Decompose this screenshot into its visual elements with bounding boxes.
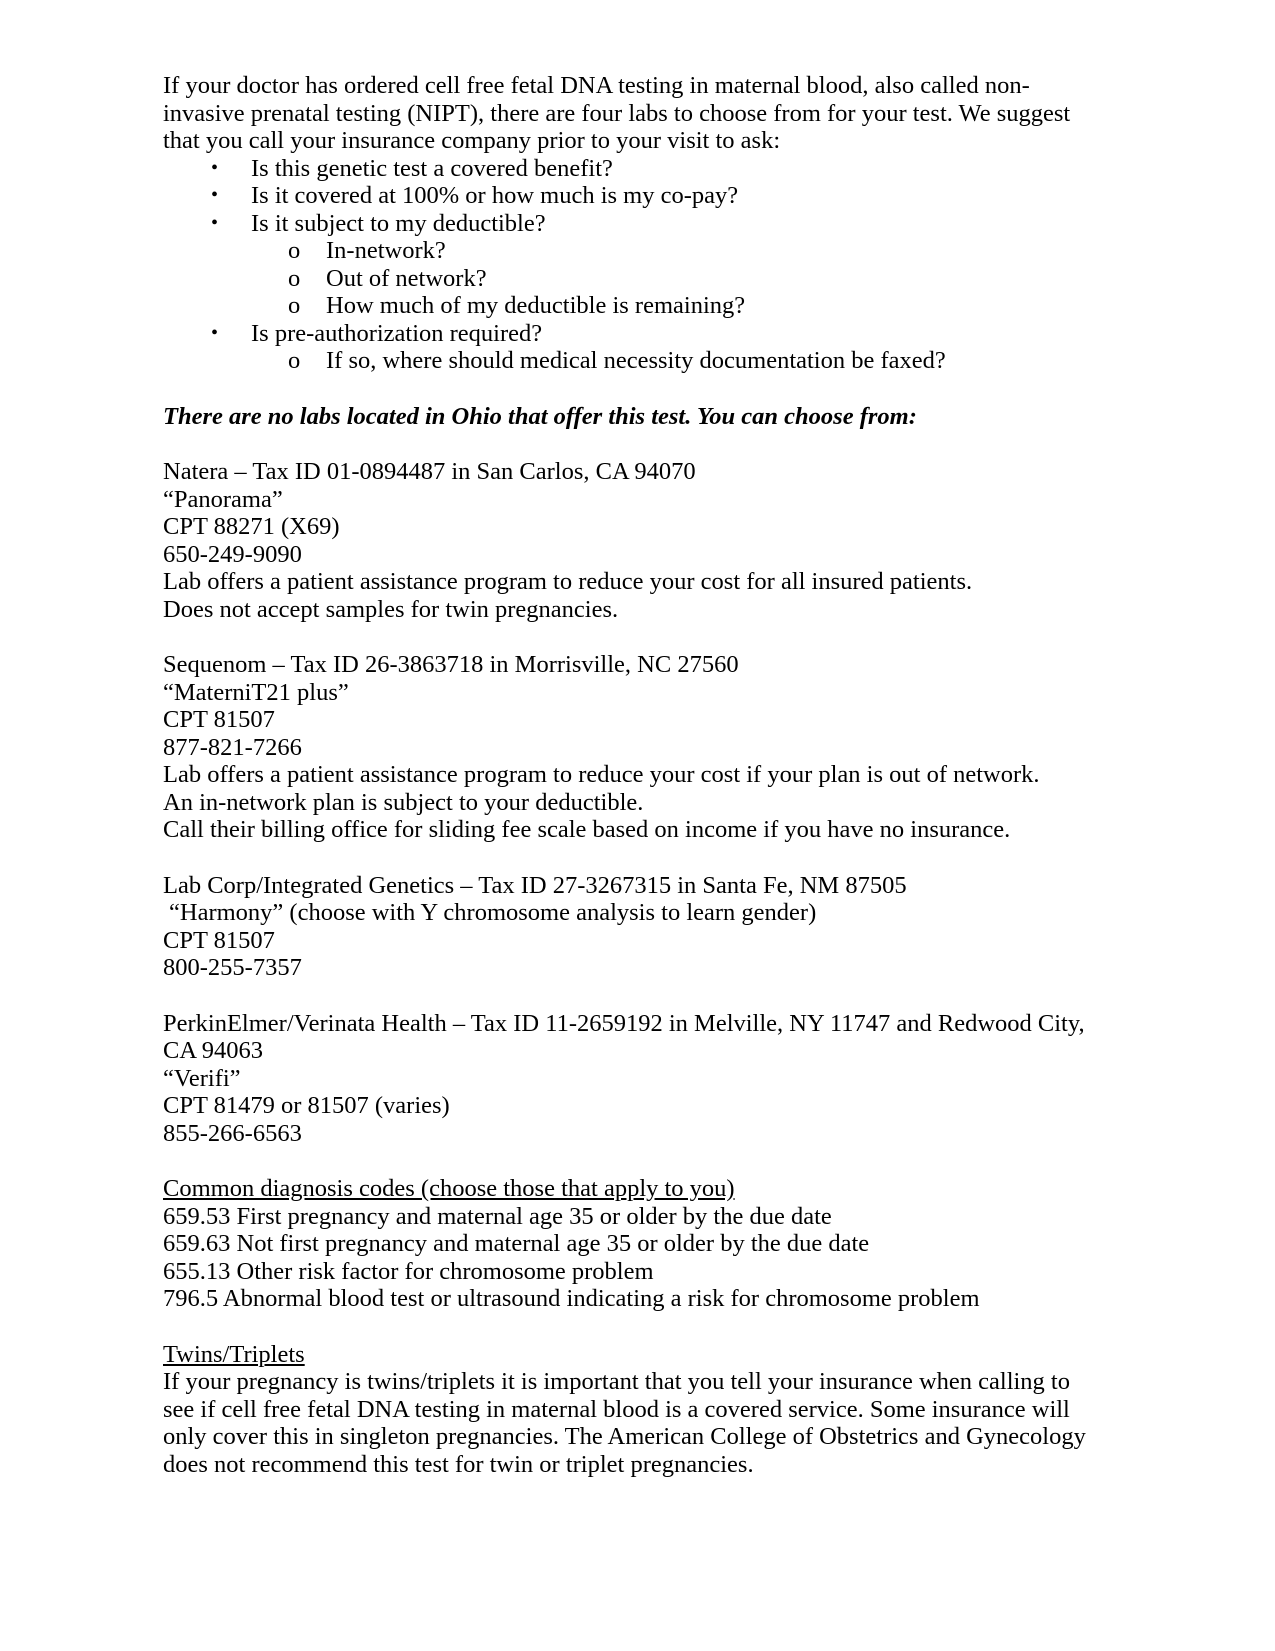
diagnosis-codes-section — [163, 1175, 1113, 1313]
subquestion-text: If so, where should medical necessity documentation be faxed? — [326, 347, 946, 374]
preauth-subquestions-list — [251, 347, 1113, 375]
diagnosis-code: 655.13 Other risk factor for chromosome problem — [163, 1257, 654, 1285]
diagnosis-code: 796.5 Abnormal blood test or ultrasound indicating a risk for chromosome problem — [163, 1285, 980, 1312]
lab-header: Natera – Tax ID 01-0894487 in San Carlos, CA 94070 — [163, 458, 696, 485]
sub-bullet-icon: o — [288, 292, 301, 319]
lab-phone: 800-255-7357 — [163, 954, 302, 981]
document-page — [163, 72, 1113, 1478]
lab-product-name: “Panorama” — [163, 485, 283, 513]
lab-cpt-code: CPT 81479 or 81507 (varies) — [163, 1092, 450, 1119]
lab-phone: 877-821-7266 — [163, 733, 302, 761]
bullet-icon: • — [211, 184, 219, 206]
lab-sequenom — [163, 651, 1113, 844]
subquestion-item — [251, 292, 1113, 320]
lab-cpt-code: CPT 81507 — [163, 926, 275, 954]
diagnosis-codes-heading: Common diagnosis codes (choose those that apply to you) — [163, 1175, 735, 1202]
subquestion-item — [251, 265, 1113, 293]
deductible-subquestions-list — [251, 237, 1113, 320]
sub-bullet-icon: o — [288, 237, 301, 264]
lab-note: Does not accept samples for twin pregnancies. — [163, 595, 619, 623]
intro-paragraph: If your doctor has ordered cell free fetal DNA testing in maternal blood, also called non-invasive prenatal testing (NIPT), there are four labs to choose from for your test. We suggest that you call your insurance company prior to your visit to ask: — [163, 72, 1071, 154]
question-item — [163, 182, 1113, 210]
diagnosis-code: 659.53 First pregnancy and maternal age 35 or older by the due date — [163, 1202, 832, 1230]
sub-bullet-icon: o — [288, 347, 301, 374]
lab-header: Sequenom – Tax ID 26-3863718 in Morrisville, NC 27560 — [163, 651, 739, 678]
diagnosis-code: 659.63 Not first pregnancy and maternal age 35 or older by the due date — [163, 1230, 870, 1257]
question-text: Is it covered at 100% or how much is my co-pay? — [251, 182, 739, 209]
lab-note: Call their billing office for sliding fee scale based on income if you have no insurance. — [163, 816, 1011, 843]
twins-heading: Twins/Triplets — [163, 1340, 305, 1368]
lab-cpt-code: CPT 81507 — [163, 706, 275, 733]
twins-triplets-section — [163, 1341, 1103, 1479]
lab-phone: 855-266-6563 — [163, 1119, 302, 1147]
lab-phone: 650-249-9090 — [163, 540, 302, 568]
lab-note: An in-network plan is subject to your deductible. — [163, 788, 644, 816]
question-item — [163, 210, 1113, 320]
lab-natera — [163, 458, 1113, 623]
sub-bullet-icon: o — [288, 264, 301, 292]
lab-note: Lab offers a patient assistance program to reduce your cost for all insured patients. — [163, 568, 973, 595]
lab-labcorp-integrated-genetics — [163, 872, 1113, 982]
question-text: Is pre-authorization required? — [251, 319, 543, 347]
subquestion-text: In-network? — [326, 237, 446, 264]
subquestion-text: Out of network? — [326, 264, 487, 292]
subquestion-item — [251, 237, 1113, 265]
bullet-icon: • — [211, 211, 219, 234]
lab-product-name: “Harmony” (choose with Y chromosome analysis to learn gender) — [169, 899, 817, 926]
lab-header: Lab Corp/Integrated Genetics – Tax ID 27-3267315 in Santa Fe, NM 87505 — [163, 871, 907, 899]
question-text: Is it subject to my deductible? — [251, 209, 546, 237]
lab-perkinelmer-verinata — [163, 1010, 1113, 1148]
question-item — [163, 320, 1113, 375]
subquestion-item — [251, 347, 1113, 375]
question-text: Is this genetic test a covered benefit? — [251, 154, 613, 182]
no-ohio-labs-notice: There are no labs located in Ohio that offer this test. You can choose from: — [163, 402, 917, 430]
lab-product-name: “Verifi” — [163, 1064, 241, 1092]
subquestion-text: How much of my deductible is remaining? — [326, 292, 746, 319]
insurance-questions-list — [163, 155, 1113, 375]
lab-product-name: “MaterniT21 plus” — [163, 678, 349, 706]
lab-header: PerkinElmer/Verinata Health – Tax ID 11-2659192 in Melville, NY 11747 and Redwood City, CA 94063 — [163, 1009, 1085, 1064]
twins-paragraph: If your pregnancy is twins/triplets it is important that you tell your insurance when calling to see if cell free fetal DNA testing in maternal blood is a covered service. Some insurance will only cover this in singleton pregnancies. The American College of Obstetrics and Gynecology does not recommend this test for twin or triplet pregnancies. — [163, 1368, 1086, 1478]
question-item — [163, 155, 1113, 183]
bullet-icon: • — [211, 156, 219, 179]
lab-cpt-code: CPT 88271 (X69) — [163, 513, 340, 540]
bullet-icon: • — [211, 321, 219, 344]
lab-note: Lab offers a patient assistance program to reduce your cost if your plan is out of network. — [163, 761, 1040, 788]
